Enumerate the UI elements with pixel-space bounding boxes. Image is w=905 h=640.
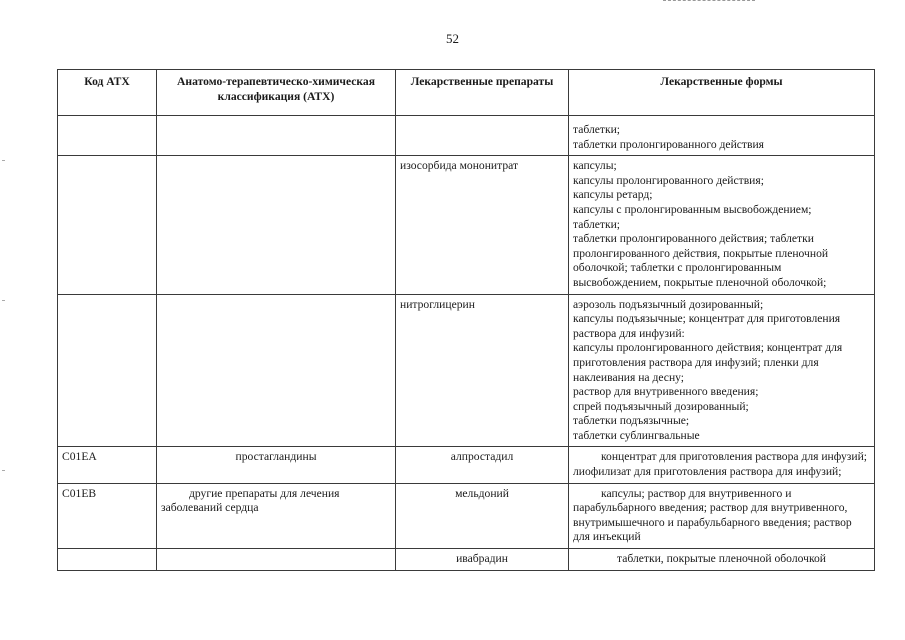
form-item: капсулы подъязычные; концентрат для приготовления раствора для инфузий:: [573, 312, 841, 340]
cell-forms: [569, 156, 875, 294]
table-row: [58, 116, 875, 156]
cell-forms: [569, 447, 875, 483]
form-item: капсулы с пролонгированным высвобождением;: [573, 202, 812, 216]
scan-speck: [2, 160, 5, 161]
form-item: аэрозоль подъязычный дозированный;: [573, 297, 764, 311]
form-item: таблетки подъязычные;: [573, 414, 690, 428]
form-item: таблетки, покрытые пленочной оболочкой: [617, 552, 826, 566]
cell-code: C01EB: [58, 483, 157, 548]
page-number: 52: [446, 31, 459, 46]
form-item: таблетки;: [573, 123, 621, 136]
table-header-row: [58, 70, 875, 116]
cell-drug: [396, 116, 569, 156]
table-row: [58, 549, 875, 571]
header-forms: Лекарственные формы: [569, 70, 875, 116]
cell-code: [58, 116, 157, 156]
cell-forms: [569, 294, 875, 447]
table-row: [58, 156, 875, 294]
form-item: капсулы ретард;: [573, 188, 653, 202]
cell-classification: [157, 549, 396, 571]
cell-code: C01EA: [58, 447, 157, 483]
cell-code: [58, 156, 157, 294]
form-item: таблетки;: [573, 217, 621, 231]
form-item: капсулы пролонгированного действия;: [573, 173, 764, 187]
cell-classification: простагландины: [157, 447, 396, 483]
cell-forms: [569, 549, 875, 571]
form-item: капсулы пролонгированного действия; концентрат для приготовления раствора для инфузий; пленки для наклеивания на десну;: [573, 341, 843, 384]
form-item: капсулы;: [573, 159, 617, 173]
form-item: раствор для внутривенного введения;: [573, 385, 759, 399]
cell-code: [58, 549, 157, 571]
scan-artifact: [663, 0, 755, 3]
atc-table: [57, 69, 875, 571]
cell-classification: другие препараты для лечения заболеваний сердца: [157, 483, 396, 548]
cell-code: [58, 294, 157, 447]
cell-forms: [569, 116, 875, 156]
form-item: таблетки пролонгированного действия: [573, 137, 764, 151]
table-row: [58, 483, 875, 548]
table-row: [58, 447, 875, 483]
cell-drug: нитроглицерин: [396, 294, 569, 447]
header-code: Код АТХ: [58, 70, 157, 116]
form-item: капсулы; раствор для внутривенного и парабульбарного введения; раствор для внутривенного, внутримышечного и парабульбарного введения; раствор для инъекций: [573, 486, 852, 544]
header-classification: Анатомо-терапевтическо-химическая классификация (АТХ): [157, 70, 396, 116]
cell-drug: алпростадил: [396, 447, 569, 483]
form-item: концентрат для приготовления раствора для инфузий; лиофилизат для приготовления раствора для инфузий;: [573, 450, 867, 479]
cell-drug: изосорбида мононитрат: [396, 156, 569, 294]
cell-drug: ивабрадин: [396, 549, 569, 571]
cell-classification: [157, 116, 396, 156]
table-row: [58, 294, 875, 447]
form-item: спрей подъязычный дозированный;: [573, 399, 749, 413]
cell-classification: [157, 294, 396, 447]
cell-forms: [569, 483, 875, 548]
scan-speck: [2, 470, 5, 471]
cell-drug: мельдоний: [396, 483, 569, 548]
form-item: таблетки сублингвальные: [573, 428, 700, 442]
cell-classification: [157, 156, 396, 294]
scan-speck: [2, 300, 5, 301]
form-item: таблетки пролонгированного действия; таблетки пролонгированного действия, покрытые пленочной оболочкой; таблетки с пролонгированным высвобождением, покрытые пленочной оболочкой;: [573, 232, 829, 289]
header-drugs: Лекарственные препараты: [396, 70, 569, 116]
